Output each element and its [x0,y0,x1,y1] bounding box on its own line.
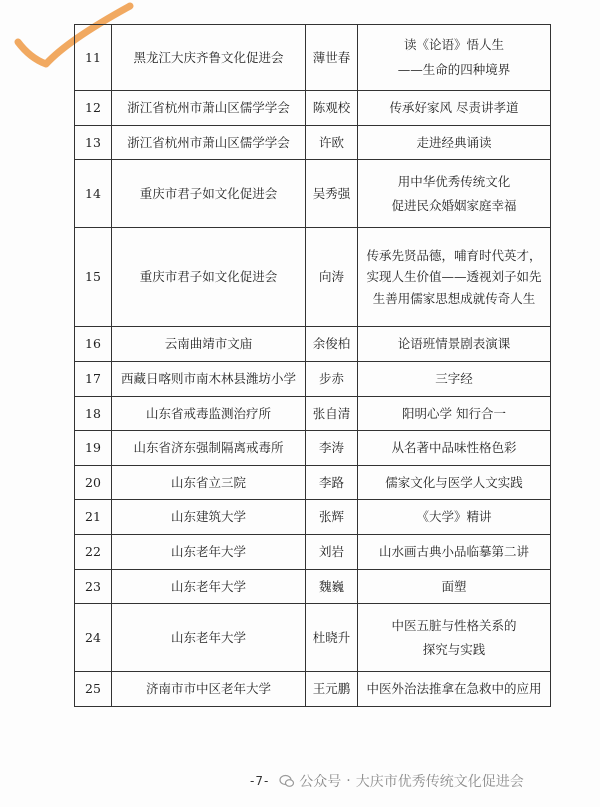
table-row [75,465,551,500]
table-row [75,160,551,228]
table-row [75,91,551,126]
topic-line: 实现人生价值——透视刘子如先 [366,269,542,285]
table-row [75,125,551,160]
topic-line: 阳明心学 知行合一 [402,405,506,421]
topic-cell [358,672,551,707]
organization-cell: 浙江省杭州市萧山区儒学学会 [112,91,306,126]
table-row [75,25,551,91]
organization-cell: 山东省济东强制隔离戒毒所 [112,431,306,466]
speaker-name-cell: 杜晓升 [306,604,358,672]
table-row [75,327,551,362]
row-number: 22 [75,535,112,570]
organization-cell: 山东省戒毒监测治疗所 [112,396,306,431]
speaker-name-cell: 魏巍 [306,569,358,604]
topic-line: 面塑 [441,578,467,594]
speaker-name-cell: 步赤 [306,361,358,396]
organization-cell: 山东建筑大学 [112,500,306,535]
topic-cell [358,569,551,604]
table-body [75,25,551,707]
speaker-name-cell: 向涛 [306,228,358,327]
speaker-name-cell: 薄世春 [306,25,358,91]
page-number: -7- [250,774,270,788]
organization-cell: 山东省立三院 [112,465,306,500]
table-row [75,500,551,535]
topic-line: 促进民众婚姻家庭幸福 [391,198,517,214]
footer-separator: · [346,773,351,789]
footer-account-name: 大庆市优秀传统文化促进会 [355,774,524,790]
table-row [75,431,551,466]
topic-cell [358,91,551,126]
row-number: 14 [75,160,112,228]
wechat-icon [279,773,295,789]
speaker-name-cell: 吴秀强 [306,160,358,228]
organization-cell: 山东老年大学 [112,569,306,604]
topic-cell [358,604,551,672]
organization-cell: 重庆市君子如文化促进会 [112,160,306,228]
footer [250,768,596,794]
row-number: 17 [75,361,112,396]
topic-line: 探究与实践 [422,642,486,658]
topic-cell [358,125,551,160]
row-number: 23 [75,569,112,604]
speaker-name-cell: 余俊柏 [306,327,358,362]
organization-cell: 山东老年大学 [112,604,306,672]
topic-line: 生善用儒家思想成就传奇人生 [372,291,536,307]
topic-line: 山水画古典小品临摹第二讲 [378,544,529,559]
topic-line: 传承好家风 尽责讲孝道 [389,100,519,115]
organization-cell: 济南市市中区老年大学 [112,672,306,707]
speaker-name-cell: 李涛 [306,431,358,466]
row-number: 19 [75,431,112,466]
row-number: 25 [75,672,112,707]
topic-cell [358,500,551,535]
topic-cell [358,535,551,570]
table-row [75,361,551,396]
topic-line: 读《论语》悟人生 [403,37,504,53]
row-number: 16 [75,327,112,362]
table-row [75,604,551,672]
topic-cell [358,396,551,431]
table-row [75,672,551,707]
speaker-name-cell: 李路 [306,465,358,500]
topic-line: 论语班情景剧表演课 [397,336,511,352]
topic-cell [358,25,551,91]
row-number: 24 [75,604,112,672]
organization-cell: 山东老年大学 [112,535,306,570]
table-row [75,569,551,604]
speaker-name-cell: 张辉 [306,500,358,535]
topic-line: 传承先贤品德，哺育时代英才， [366,247,542,263]
organization-cell: 浙江省杭州市萧山区儒学学会 [112,125,306,160]
table-row [75,535,551,570]
speaker-name-cell: 陈观校 [306,91,358,126]
row-number: 11 [75,25,112,91]
row-number: 13 [75,125,112,160]
row-number: 18 [75,396,112,431]
speakers-table [74,24,551,707]
topic-line: ——生命的四种境界 [397,62,511,77]
topic-cell [358,361,551,396]
organization-cell: 西藏日喀则市南木林县潍坊小学 [112,361,306,396]
speaker-name-cell: 刘岩 [306,535,358,570]
topic-line: 用中华优秀传统文化 [397,173,511,189]
footer-label: 公众号 [299,774,342,790]
topic-line: 中医外治法推拿在急救中的应用 [366,681,542,697]
row-number: 21 [75,500,112,535]
topic-line: 《大学》精讲 [416,509,492,525]
speaker-name-cell: 王元鹏 [306,672,358,707]
row-number: 20 [75,465,112,500]
organization-cell: 重庆市君子如文化促进会 [112,228,306,327]
table-row [75,228,551,327]
topic-line: 三字经 [435,370,473,386]
organization-cell: 黑龙江大庆齐鲁文化促进会 [112,25,306,91]
speaker-name-cell: 许欧 [306,125,358,160]
row-number: 15 [75,228,112,327]
topic-cell [358,160,551,228]
topic-cell [358,327,551,362]
topic-cell [358,465,551,500]
row-number: 12 [75,91,112,126]
organization-cell: 云南曲靖市文庙 [112,327,306,362]
topic-line: 走进经典诵读 [416,134,492,150]
speaker-name-cell: 张自清 [306,396,358,431]
table-row [75,396,551,431]
topic-line: 从名著中品味性格色彩 [391,440,517,456]
topic-cell [358,228,551,327]
topic-line: 中医五脏与性格关系的 [391,617,517,633]
topic-cell [358,431,551,466]
topic-line: 儒家文化与医学人文实践 [385,474,523,490]
